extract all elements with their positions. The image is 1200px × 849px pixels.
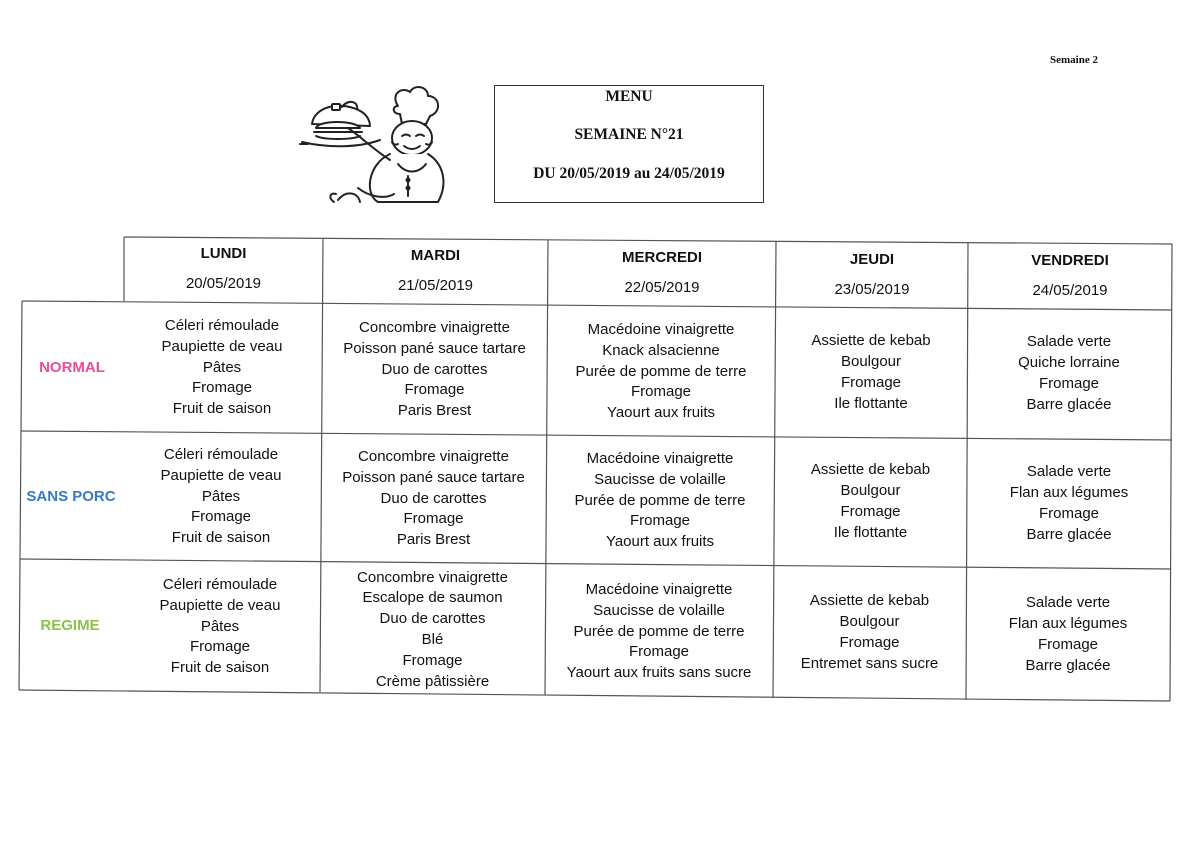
- row-label-normal: NORMAL: [39, 358, 105, 376]
- menu-item: Fromage: [1037, 636, 1099, 653]
- menu-item: Concombre vinaigrette: [357, 568, 508, 586]
- menu-cell: [121, 433, 321, 561]
- day-date: 24/05/2019: [1032, 282, 1108, 299]
- menu-item: Céleri rémoulade: [164, 317, 280, 334]
- menu-item: Paupiette de veau: [159, 596, 281, 614]
- menu-cell: [122, 304, 322, 432]
- day-header-tuesday: [323, 237, 548, 304]
- menu-item: Assiette de kebab: [810, 461, 931, 479]
- menu-item: Salade verte: [1025, 594, 1111, 612]
- day-name: MERCREDI: [621, 248, 702, 266]
- menu-item: Blé: [421, 631, 444, 648]
- menu-item: Pâtes: [202, 358, 242, 376]
- menu-item: Saucisse de volaille: [594, 470, 726, 488]
- menu-item: Purée de pomme de terre: [573, 622, 745, 640]
- menu-item: Paupiette de veau: [160, 466, 282, 484]
- menu-item: Fromage: [190, 508, 252, 526]
- menu-item: Ile flottante: [833, 523, 908, 541]
- menu-item: Boulgour: [840, 482, 901, 500]
- menu-item: Concombre vinaigrette: [359, 319, 510, 336]
- day-date: 23/05/2019: [834, 281, 910, 298]
- menu-item: Purée de pomme de terre: [575, 362, 747, 380]
- menu-cell: [120, 562, 320, 692]
- menu-item: Yaourt aux fruits: [606, 404, 716, 422]
- day-name: LUNDI: [200, 245, 247, 262]
- day-header-thursday: [776, 241, 968, 309]
- menu-item: Fromage: [191, 379, 253, 397]
- menu-item: Céleri rémoulade: [163, 446, 279, 463]
- menu-item: Quiche lorraine: [1018, 354, 1120, 372]
- menu-item: Entremet sans sucre: [800, 654, 939, 672]
- menu-cell: [322, 305, 547, 435]
- menu-cell: [773, 568, 966, 698]
- day-header-wednesday: [548, 239, 776, 306]
- menu-cell: [321, 435, 546, 563]
- menu-item: Poisson pané sauce tartare: [342, 468, 525, 486]
- menu-cell: [775, 308, 967, 438]
- menu-cell: [967, 309, 1171, 439]
- menu-item: Duo de carottes: [380, 489, 487, 507]
- day-date: 20/05/2019: [185, 275, 262, 292]
- week-number: SEMAINE N°21: [574, 126, 684, 143]
- day-date: 21/05/2019: [397, 276, 474, 294]
- menu-item: Céleri rémoulade: [162, 576, 278, 593]
- menu-item: Saucisse de volaille: [593, 601, 725, 619]
- menu-item: Escalope de saumon: [362, 589, 503, 607]
- menu-cell: [966, 570, 1170, 700]
- menu-item: Barre glacée: [1025, 656, 1111, 674]
- row-label-sans-porc: SANS PORC: [26, 487, 116, 505]
- menu-item: Concombre vinaigrette: [358, 448, 509, 465]
- menu-item: Fromage: [1038, 375, 1100, 392]
- menu-cell: [774, 438, 967, 566]
- menu-item: Macédoine vinaigrette: [586, 450, 734, 467]
- menu-item: Fromage: [189, 638, 251, 656]
- menu-item: Assiette de kebab: [809, 592, 930, 610]
- menu-item: Pâtes: [200, 617, 240, 635]
- menu-item: Fromage: [630, 383, 692, 401]
- menu-item: Barre glacée: [1026, 525, 1112, 543]
- menu-item: Fromage: [404, 381, 465, 399]
- menu-item: Boulgour: [840, 353, 902, 371]
- menu-item: Salade verte: [1026, 463, 1112, 481]
- menu-item: Paris Brest: [397, 402, 472, 420]
- menu-item: Fromage: [629, 512, 691, 530]
- menu-item: Fromage: [628, 643, 690, 661]
- menu-item: Flan aux légumes: [1008, 615, 1128, 633]
- menu-item: Salade verte: [1026, 333, 1112, 351]
- menu-item: Fruit de saison: [170, 659, 270, 677]
- day-header-friday: [968, 242, 1172, 310]
- menu-item: Fromage: [402, 651, 463, 669]
- menu-cell: [545, 567, 773, 697]
- menu-item: Barre glacée: [1026, 395, 1112, 413]
- menu-item: Duo de carottes: [381, 360, 488, 378]
- day-name: JEUDI: [849, 251, 895, 268]
- day-name: MARDI: [410, 246, 461, 264]
- menu-cell: [320, 565, 545, 695]
- corner-label: Semaine 2: [1050, 54, 1098, 66]
- menu-item: Fromage: [403, 510, 464, 528]
- row-label-regime: REGIME: [40, 617, 100, 635]
- menu-title: MENU: [605, 88, 653, 105]
- menu-item: Poisson pané sauce tartare: [343, 339, 526, 357]
- menu-item: Fromage: [840, 374, 902, 391]
- menu-item: Paris Brest: [396, 531, 471, 549]
- menu-item: Macédoine vinaigrette: [587, 321, 735, 338]
- day-header-monday: [124, 236, 323, 302]
- menu-item: Ile flottante: [834, 394, 908, 412]
- menu-cell: [546, 437, 774, 565]
- menu-item: Fromage: [840, 503, 901, 520]
- menu-cell: [967, 440, 1171, 568]
- menu-item: Fruit de saison: [172, 400, 272, 418]
- menu-item: Fromage: [839, 634, 900, 651]
- menu-item: Purée de pomme de terre: [574, 491, 746, 509]
- menu-cell: [547, 307, 775, 437]
- menu-item: Macédoine vinaigrette: [585, 581, 733, 598]
- menu-item: Boulgour: [839, 613, 900, 631]
- menu-item: Yaourt aux fruits: [605, 533, 715, 551]
- menu-item: Fromage: [1038, 505, 1100, 522]
- day-date: 22/05/2019: [624, 278, 700, 296]
- menu-item: Fruit de saison: [171, 529, 271, 547]
- date-range: DU 20/05/2019 au 24/05/2019: [533, 165, 725, 182]
- menu-item: Crème pâtissière: [375, 672, 490, 690]
- menu-item: Knack alsacienne: [602, 341, 720, 359]
- day-name: VENDREDI: [1031, 252, 1109, 269]
- menu-item: Yaourt aux fruits sans sucre: [566, 664, 752, 682]
- menu-item: Paupiette de veau: [161, 337, 283, 355]
- menu-item: Assiette de kebab: [811, 332, 931, 350]
- menu-item: Pâtes: [201, 487, 241, 505]
- menu-item: Flan aux légumes: [1009, 484, 1129, 502]
- menu-item: Duo de carottes: [379, 610, 486, 628]
